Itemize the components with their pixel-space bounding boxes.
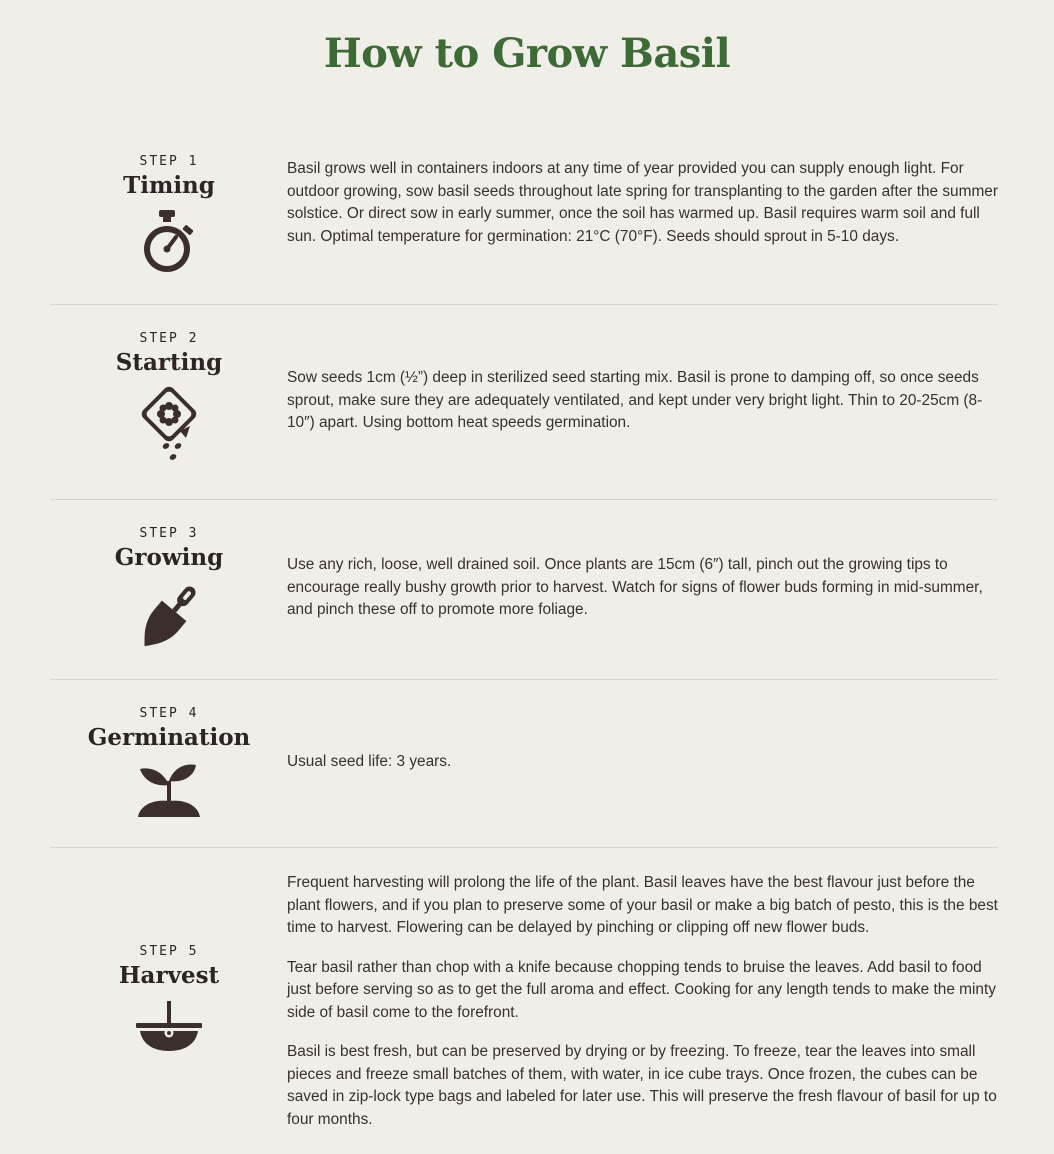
step-growing [50, 500, 998, 679]
step-header [74, 706, 264, 817]
step-content [287, 872, 999, 1131]
step-content [287, 367, 999, 435]
step-header [74, 944, 264, 1055]
step-name: Starting [115, 349, 223, 376]
step-label: STEP 2 [139, 331, 199, 346]
page-title: How to Grow Basil [323, 30, 731, 77]
step-content [287, 751, 999, 774]
step-name: Timing [123, 172, 215, 199]
step-label: STEP 1 [139, 154, 199, 169]
step-label: STEP 5 [139, 944, 199, 959]
step-header [74, 154, 264, 275]
step-label: STEP 4 [139, 706, 199, 721]
step-timing [50, 150, 998, 304]
step-paragraph: Basil grows well in containers indoors at any time of year provided you can supply enough light. For outdoor growing, sow basil seeds throughout late spring for transplanting to the garden after the summer solstice. Or direct sow in early summer, once the soil has warmed up. Basil requires warm soil and full sun. Optimal temperature for germination: 21°C (70°F). Seeds should sprout in 5-10 days. [287, 160, 998, 245]
step-name: Germination [87, 724, 251, 751]
step-content [287, 158, 999, 248]
step-starting [50, 305, 998, 499]
step-paragraph: Basil is best fresh, but can be preserved by drying or by freezing. To freeze, tear the leaves into small pieces and freeze small batches of them, with water, in ice cube trays. Once frozen, the cubes can be saved in zip-lock type bags and labeled for later use. This will preserve the fresh flavour of basil for up to four months. [287, 1043, 997, 1128]
step-harvest [50, 848, 998, 1148]
step-germination [50, 680, 998, 847]
step-paragraph: Tear basil rather than chop with a knife because chopping tends to bruise the leaves. Add basil to food just before serving so as to get the full aroma and effect. Cooking for any length tends to make the minty side of basil come to the forefront. [287, 958, 996, 1021]
step-paragraph: Sow seeds 1cm (½”) deep in sterilized seed starting mix. Basil is prone to damping off, so once seeds sprout, make sure they are adequately ventilated, and kept under very bright light. Thin to 20-25cm (8-10″) apart. Using bottom heat speeds germination. [287, 369, 983, 431]
step-header [74, 526, 264, 653]
sprout-icon [136, 761, 202, 817]
seed-packet-icon [136, 386, 202, 470]
step-header [74, 331, 264, 470]
trowel-icon [136, 581, 202, 653]
step-paragraph: Frequent harvesting will prolong the life of the plant. Basil leaves have the best flavour just before the plant flowers, and if you plan to preserve some of your basil or make a big batch of pesto, this is the best time to harvest. Flowering can be delayed by pinching or clipping off new flower buds. [287, 874, 998, 936]
step-label: STEP 3 [139, 526, 199, 541]
step-paragraph: Use any rich, loose, well drained soil. Once plants are 15cm (6″) tall, pinch out the growing tips to encourage really bushy growth prior to harvest. Watch for signs of flower buds forming in mid-summer, and pinch these off to promote more foliage. [287, 556, 983, 618]
step-name: Harvest [118, 962, 220, 989]
step-paragraph: Usual seed life: 3 years. [287, 753, 452, 770]
step-content [287, 554, 999, 622]
step-name: Growing [114, 544, 224, 571]
basket-icon [134, 999, 204, 1055]
stopwatch-icon [139, 209, 199, 275]
